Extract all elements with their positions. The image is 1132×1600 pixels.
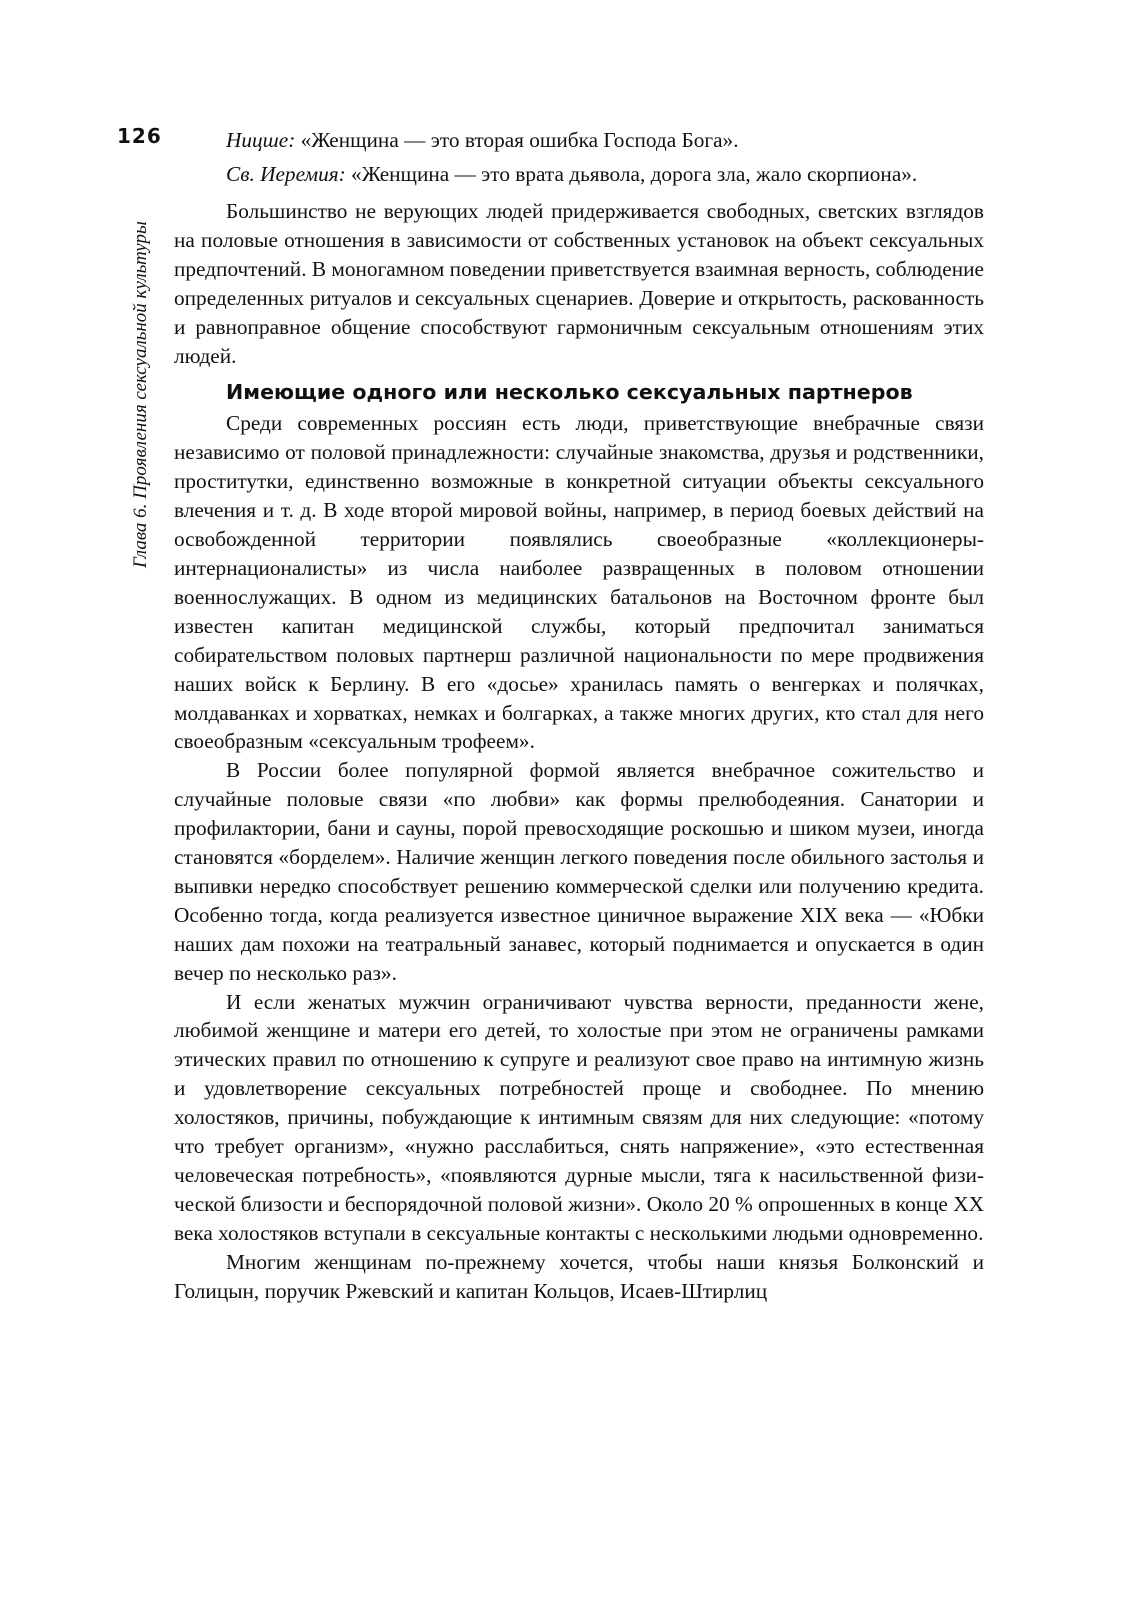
body-paragraph: И если женатых мужчин ограничивают чувства верности, преданности жене, любимой женщине и матери его детей, то холостые при этом не ограничены рамками этических правил по отношению к супруге и реализуют свое право на интимную жизнь и удовлетворение сексуальных потребностей проще и свободнее. По мнению холостяков, причины, побуждающие к интимным связям для них следующие: «потому что требует организм», «нужно расслабиться, снять напряжение», «это естественная человеческая потребность», «появляются дурные мысли, тяга к насильственной физической близости и беспорядочной половой жизни». Около 20 % опрошенных в конце XX века холостяков вступали в сексуальные контакты с несколькими людьми одновременно. bbox=[174, 989, 984, 1245]
body-paragraph: В России более популярной формой является внебрачное сожительство и случайные половые связи «по любви» как формы прелюбодеяния. Санатории и профилактории, бани и сауны, порой превосходящие роскошью и шиком музеи, иногда становятся «борделем». Наличие женщин легкого поведения после обильного застолья и выпивки нередко способствует решению коммерческой сделки или получению кредита. Особенно тогда, когда реализуется известное циничное выражение XIX века — «Юбки наших дам похожи на театральный занавес, который поднимается и опускается в один вечер по несколько раз». bbox=[174, 758, 984, 985]
running-head: Глава 6. Проявления сексуальной культуры bbox=[130, 221, 151, 568]
page-content bbox=[174, 123, 984, 1306]
epigraph-quote bbox=[174, 123, 984, 157]
quote-text: «Женщина — это вторая ошибка Господа Бога». bbox=[295, 128, 739, 152]
page-number: 126 bbox=[117, 124, 162, 148]
body-paragraph: Большинство не верующих людей придерживается свободных, светских взглядов на половые отношения в зависимости от собственных установок на объект сексуальных предпочтений. В моногамном поведении приветствуется взаимная верность, соблюдение определенных ритуалов и сексуальных сценариев. Доверие и открытость, раскованность и равноправное общение способствуют гармоничным сексуальным отношениям этих людей. bbox=[174, 199, 984, 368]
quote-author: Ницше: bbox=[226, 128, 296, 152]
quote-text: «Женщина — это врата дьявола, дорога зла, жало скорпиона». bbox=[345, 162, 918, 186]
section-heading: Имеющие одного или несколько сексуальных партнеров bbox=[226, 380, 913, 405]
body-paragraph: Многим женщинам по-прежнему хочется, чтобы наши князья Болконский и Голицын, поручик Ржевский и капитан Кольцов, Исаев-Штирлиц bbox=[174, 1249, 984, 1303]
quote-author: Св. Иеремия: bbox=[226, 162, 346, 186]
body-paragraph: Среди современных россиян есть люди, приветствующие внебрачные связи независимо от половой принадлежности: случайные знакомства, друзья и родственники, проститутки, единственно возможные в конкретной ситуации объекты сексуального влечения и т. д. В ходе второй мировой войны, например, в период боевых действий на освобожденной территории появлялись своеобразные «коллекционеры-интернационалисты» из числа наиболее развращенных в половом отношении военнослужащих. В одном из медицинских батальонов на Восточном фронте был известен капитан медицинской службы, который предпочитал заниматься собирательством половых партнерш различной национальности по мере продвижения наших войск к Берлину. В его «досье» хранилась память о венгерках и полячках, молдаванках и хорватках, немках и болгарках, а также многих других, кто стал для него своеобразным «сексуальным трофеем». bbox=[174, 411, 984, 754]
epigraph-quote bbox=[174, 157, 984, 191]
